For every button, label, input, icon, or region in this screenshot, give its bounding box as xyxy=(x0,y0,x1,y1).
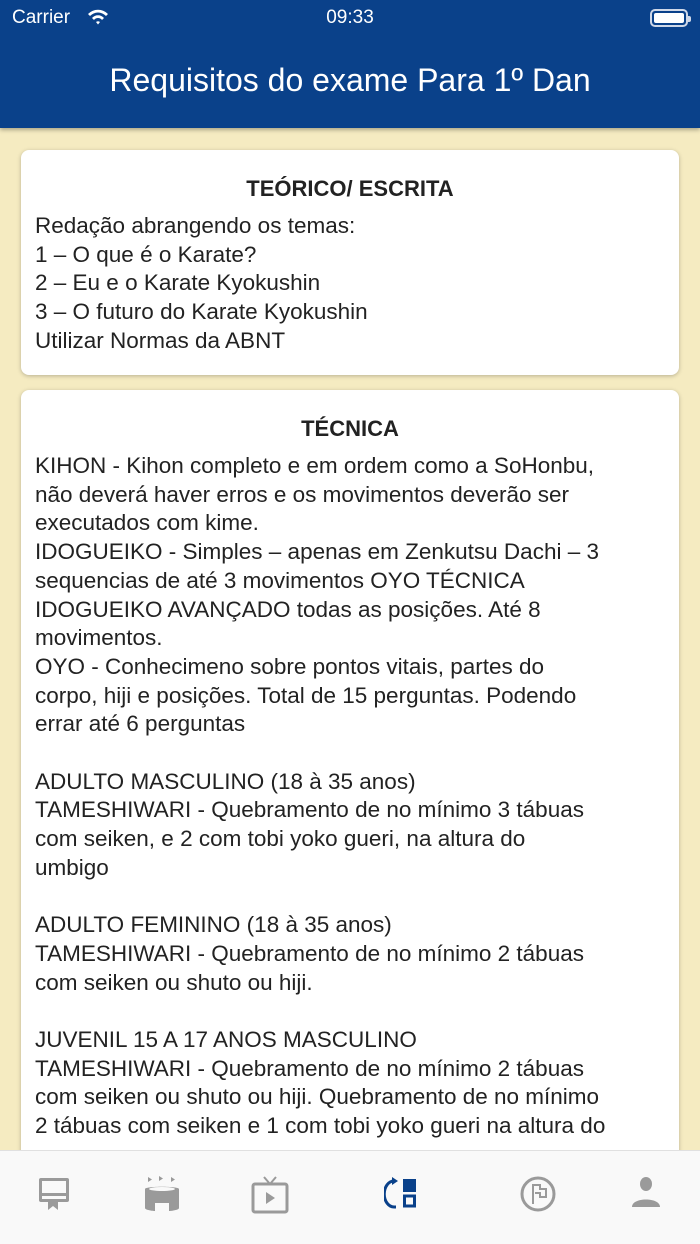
nav-header xyxy=(0,0,700,128)
text-line: 1 – O que é o Karate? xyxy=(35,241,257,267)
text-line: com seiken ou shuto ou hiji. Quebramento de no mínimo xyxy=(35,1084,600,1110)
text-line: sequencias de até 3 movimentos OYO TÉCNICA xyxy=(35,567,525,593)
text-line xyxy=(35,883,665,912)
exam-icon xyxy=(384,1175,424,1211)
profile-icon xyxy=(629,1175,663,1209)
tab-certificate[interactable] xyxy=(30,1175,78,1215)
text-line: movimentos. xyxy=(35,625,163,651)
text-line: Redação abrangendo os temas: xyxy=(35,213,356,238)
card-title: TEÓRICO/ ESCRITA xyxy=(246,176,454,201)
carrier-label: Carrier xyxy=(12,7,71,28)
text-line: 2 – Eu e o Karate Kyokushin xyxy=(35,270,321,296)
text-line: JUVENIL 15 A 17 ANOS MASCULINO xyxy=(35,1027,417,1053)
tab-videos[interactable] xyxy=(246,1175,294,1215)
text-line: umbigo xyxy=(35,854,109,880)
tab-exam[interactable] xyxy=(380,1175,428,1215)
certificate-icon xyxy=(36,1175,72,1211)
scroll-content[interactable] xyxy=(0,128,700,1150)
status-time: 09:33 xyxy=(326,7,374,28)
video-icon xyxy=(250,1175,290,1215)
status-bar xyxy=(0,0,700,36)
text-line: corpo, hiji e posições. Total de 15 perguntas. Podendo xyxy=(35,682,577,708)
text-line: 2 tábuas com seiken e 1 com tobi yoko gueri na altura do xyxy=(35,1113,606,1139)
text-line: não deverá haver erros e os movimentos deverão ser xyxy=(35,481,570,507)
text-line: OYO - Conhecimeno sobre pontos vitais, partes do xyxy=(35,653,545,679)
text-line: Utilizar Normas da ABNT xyxy=(35,327,286,353)
text-line: com seiken, e 2 com tobi yoko gueri, na altura do xyxy=(35,826,526,852)
text-line: com seiken ou shuto ou hiji. xyxy=(35,969,313,995)
battery-icon xyxy=(650,9,688,27)
tab-dojo[interactable] xyxy=(138,1175,186,1215)
text-line: TAMESHIWARI - Quebramento de no mínimo 3 tábuas xyxy=(35,797,584,823)
flag-icon xyxy=(519,1175,557,1213)
dojo-icon xyxy=(144,1175,180,1213)
text-line: 3 – O futuro do Karate Kyokushin xyxy=(35,299,368,325)
text-line: TAMESHIWARI - Quebramento de no mínimo 2 tábuas xyxy=(35,940,584,966)
text-line: KIHON - Kihon completo e em ordem como a SoHonbu, xyxy=(35,453,595,478)
tab-profile[interactable] xyxy=(622,1175,670,1215)
text-line: TAMESHIWARI - Quebramento de no mínimo 2 tábuas xyxy=(35,1055,584,1081)
text-line xyxy=(35,997,665,1026)
page-title: Requisitos do exame Para 1º Dan xyxy=(109,62,591,98)
tab-flag[interactable] xyxy=(514,1175,562,1215)
text-line: errar até 6 perguntas xyxy=(35,711,246,737)
text-line: ADULTO MASCULINO (18 à 35 anos) xyxy=(35,768,416,794)
text-line: ADULTO FEMININO (18 à 35 anos) xyxy=(35,912,392,938)
technique-card xyxy=(21,390,679,1150)
tab-bar xyxy=(0,1150,700,1244)
text-line: IDOGUEIKO - Simples – apenas em Zenkutsu Dachi – 3 xyxy=(35,539,599,565)
theory-card xyxy=(21,150,679,375)
text-line: IDOGUEIKO AVANÇADO todas as posições. Até 8 xyxy=(35,596,541,622)
card-title: TÉCNICA xyxy=(301,416,399,441)
text-line: executados com kime. xyxy=(35,510,259,536)
text-line xyxy=(35,739,665,768)
